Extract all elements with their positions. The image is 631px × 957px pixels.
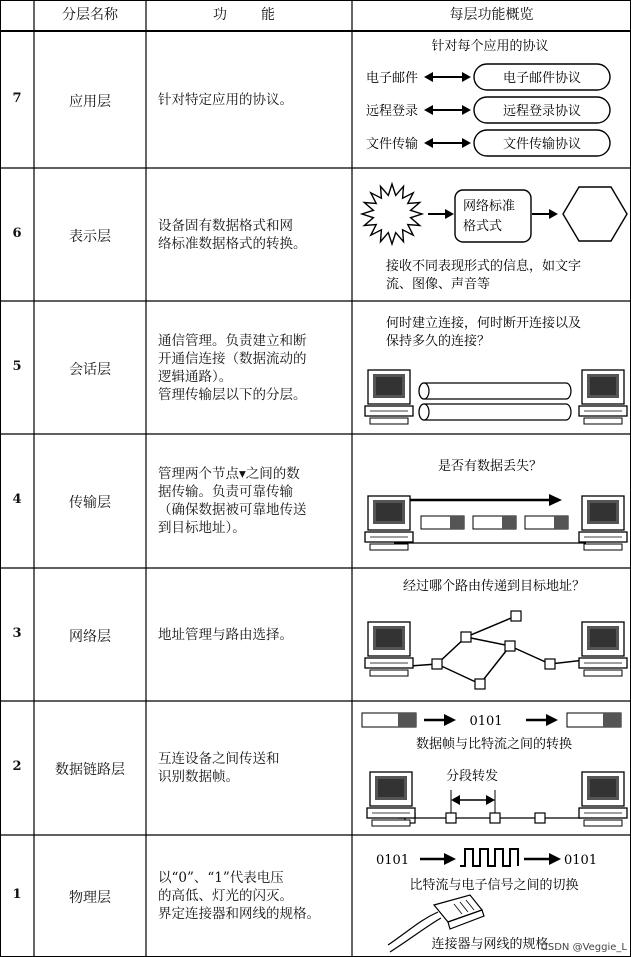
layer-name: 应用层 [69,93,111,110]
protocol-name: 远程登录协议 [502,104,582,119]
layer-number: 6 [12,225,22,241]
layer-number: 1 [12,887,22,902]
network-overview [403,578,585,689]
router-node-icon [511,611,521,621]
network-caption: 经过哪个路由传递到目标地址？ [402,579,586,594]
header-overview: 每层功能概览 [449,7,534,23]
transport-overview [394,458,586,543]
layer-function-line: 管理传输层以下的分层。 [158,386,307,403]
layer-function-line: 设备固有数据格式和网 [158,217,293,234]
app-name: 远程登录 [366,104,419,119]
layer-number: 5 [12,358,22,374]
app-overview [366,38,610,156]
computer-icon [579,496,627,550]
app-name: 文件传输 [366,137,419,152]
computer-icon [365,370,413,424]
session-caption: 何时建立连接，何时断开连接以及 [386,316,582,331]
computer-icon [365,622,413,676]
transport-caption: 是否有数据丢失？ [437,459,543,474]
layer-function-line: 络标准数据格式的转换。 [158,235,307,252]
signal-waveform-icon [460,849,518,866]
layer-function-line: 管理两个节点▾之间的数 [158,466,300,482]
layer-number: 7 [12,90,22,106]
layer-function-line: 针对特定应用的协议。 [158,91,293,108]
computer-icon [579,622,627,676]
router-node-icon [505,641,515,651]
session-caption: 保持多久的连接？ [386,334,491,349]
layer-function-line: 到目标地址）。 [158,520,246,536]
physical-caption: 比特流与电子信号之间的切换 [409,878,579,893]
layer-function-line: 逻辑通路）。 [158,368,233,385]
layer-number: 2 [12,759,22,774]
layer-function-line: 互连设备之间传送和 [158,751,280,767]
router-node-icon [545,659,555,669]
app-protocol-pair [366,64,610,90]
data-packet [421,516,464,529]
layer-function-line: 的高低、灯光的闪灭。 [158,888,293,904]
app-title: 针对每个应用的协议 [431,39,549,54]
physical-caption-connector: 连接器与网线的规格 [431,937,549,952]
datalink-caption: 数据帧与比特流之间的转换 [415,737,573,752]
layer-name: 网络层 [69,628,111,645]
app-protocol-pair [366,130,610,156]
layer-function-line: 识别数据帧。 [158,769,239,785]
layer-function-line: 界定连接器和网线的规格。 [158,906,320,922]
computer-icon [579,370,627,424]
segment-label: 分段转发 [445,769,499,784]
presentation-overview [362,184,627,292]
data-frame [567,713,621,727]
session-overview [386,315,581,420]
route-lines [410,616,585,684]
layer-function-line: 据传输。负责可靠传输 [158,484,293,500]
layer-number: 4 [12,492,22,507]
layer-function-line: （确保数据被可靠地传送 [158,502,307,518]
computer-icon [365,496,413,550]
format-box-line: 网络标准 [463,199,516,214]
presentation-caption: 接收不同表现形式的信息，如文字 [386,259,582,274]
layer-name: 物理层 [69,890,111,906]
switch-node-icon [490,813,500,823]
layer-function-line: 以“0”、“1”代表电压 [158,870,284,886]
bits-left-label: 0101 [376,853,410,868]
presentation-caption: 流、图像、声音等 [386,277,491,292]
connection-pipes [419,383,571,420]
layer-function-line: 通信管理。负责建立和断 [158,332,307,349]
layer-function-line: 开通信连接（数据流动的 [158,350,307,367]
watermark-text: CSDN @Veggie_L [540,942,627,953]
layer-name: 数据链路层 [55,762,125,778]
router-node-icon [461,632,471,642]
layer-name: 会话层 [69,361,111,378]
bitstream-label: 0101 [469,714,503,729]
app-protocol-pair [366,97,610,123]
computer-icon [367,772,415,826]
data-packet [525,516,568,529]
data-frame [362,713,416,727]
app-name: 电子邮件 [366,71,419,86]
hexagon-icon [563,187,627,241]
network-format-box [455,190,531,242]
switch-node-icon [446,813,456,823]
layer-number: 3 [12,625,22,641]
data-packet [473,516,516,529]
bits-right-label: 0101 [564,853,598,868]
protocol-name: 文件传输协议 [502,137,582,152]
protocol-name: 电子邮件协议 [502,71,582,86]
switch-node-icon [535,813,545,823]
header-function: 功 能 [213,7,285,23]
layer-name: 传输层 [69,495,111,511]
layer-name: 表示层 [69,228,111,245]
starburst-icon [362,184,422,244]
router-node-icon [432,659,442,669]
format-box-line: 格式式 [463,219,503,234]
physical-overview [376,849,597,952]
computer-icon [579,772,627,826]
router-node-icon [475,679,485,689]
layer-function-line: 地址管理与路由选择。 [158,626,293,643]
header-layer-name: 分层名称 [62,7,118,23]
